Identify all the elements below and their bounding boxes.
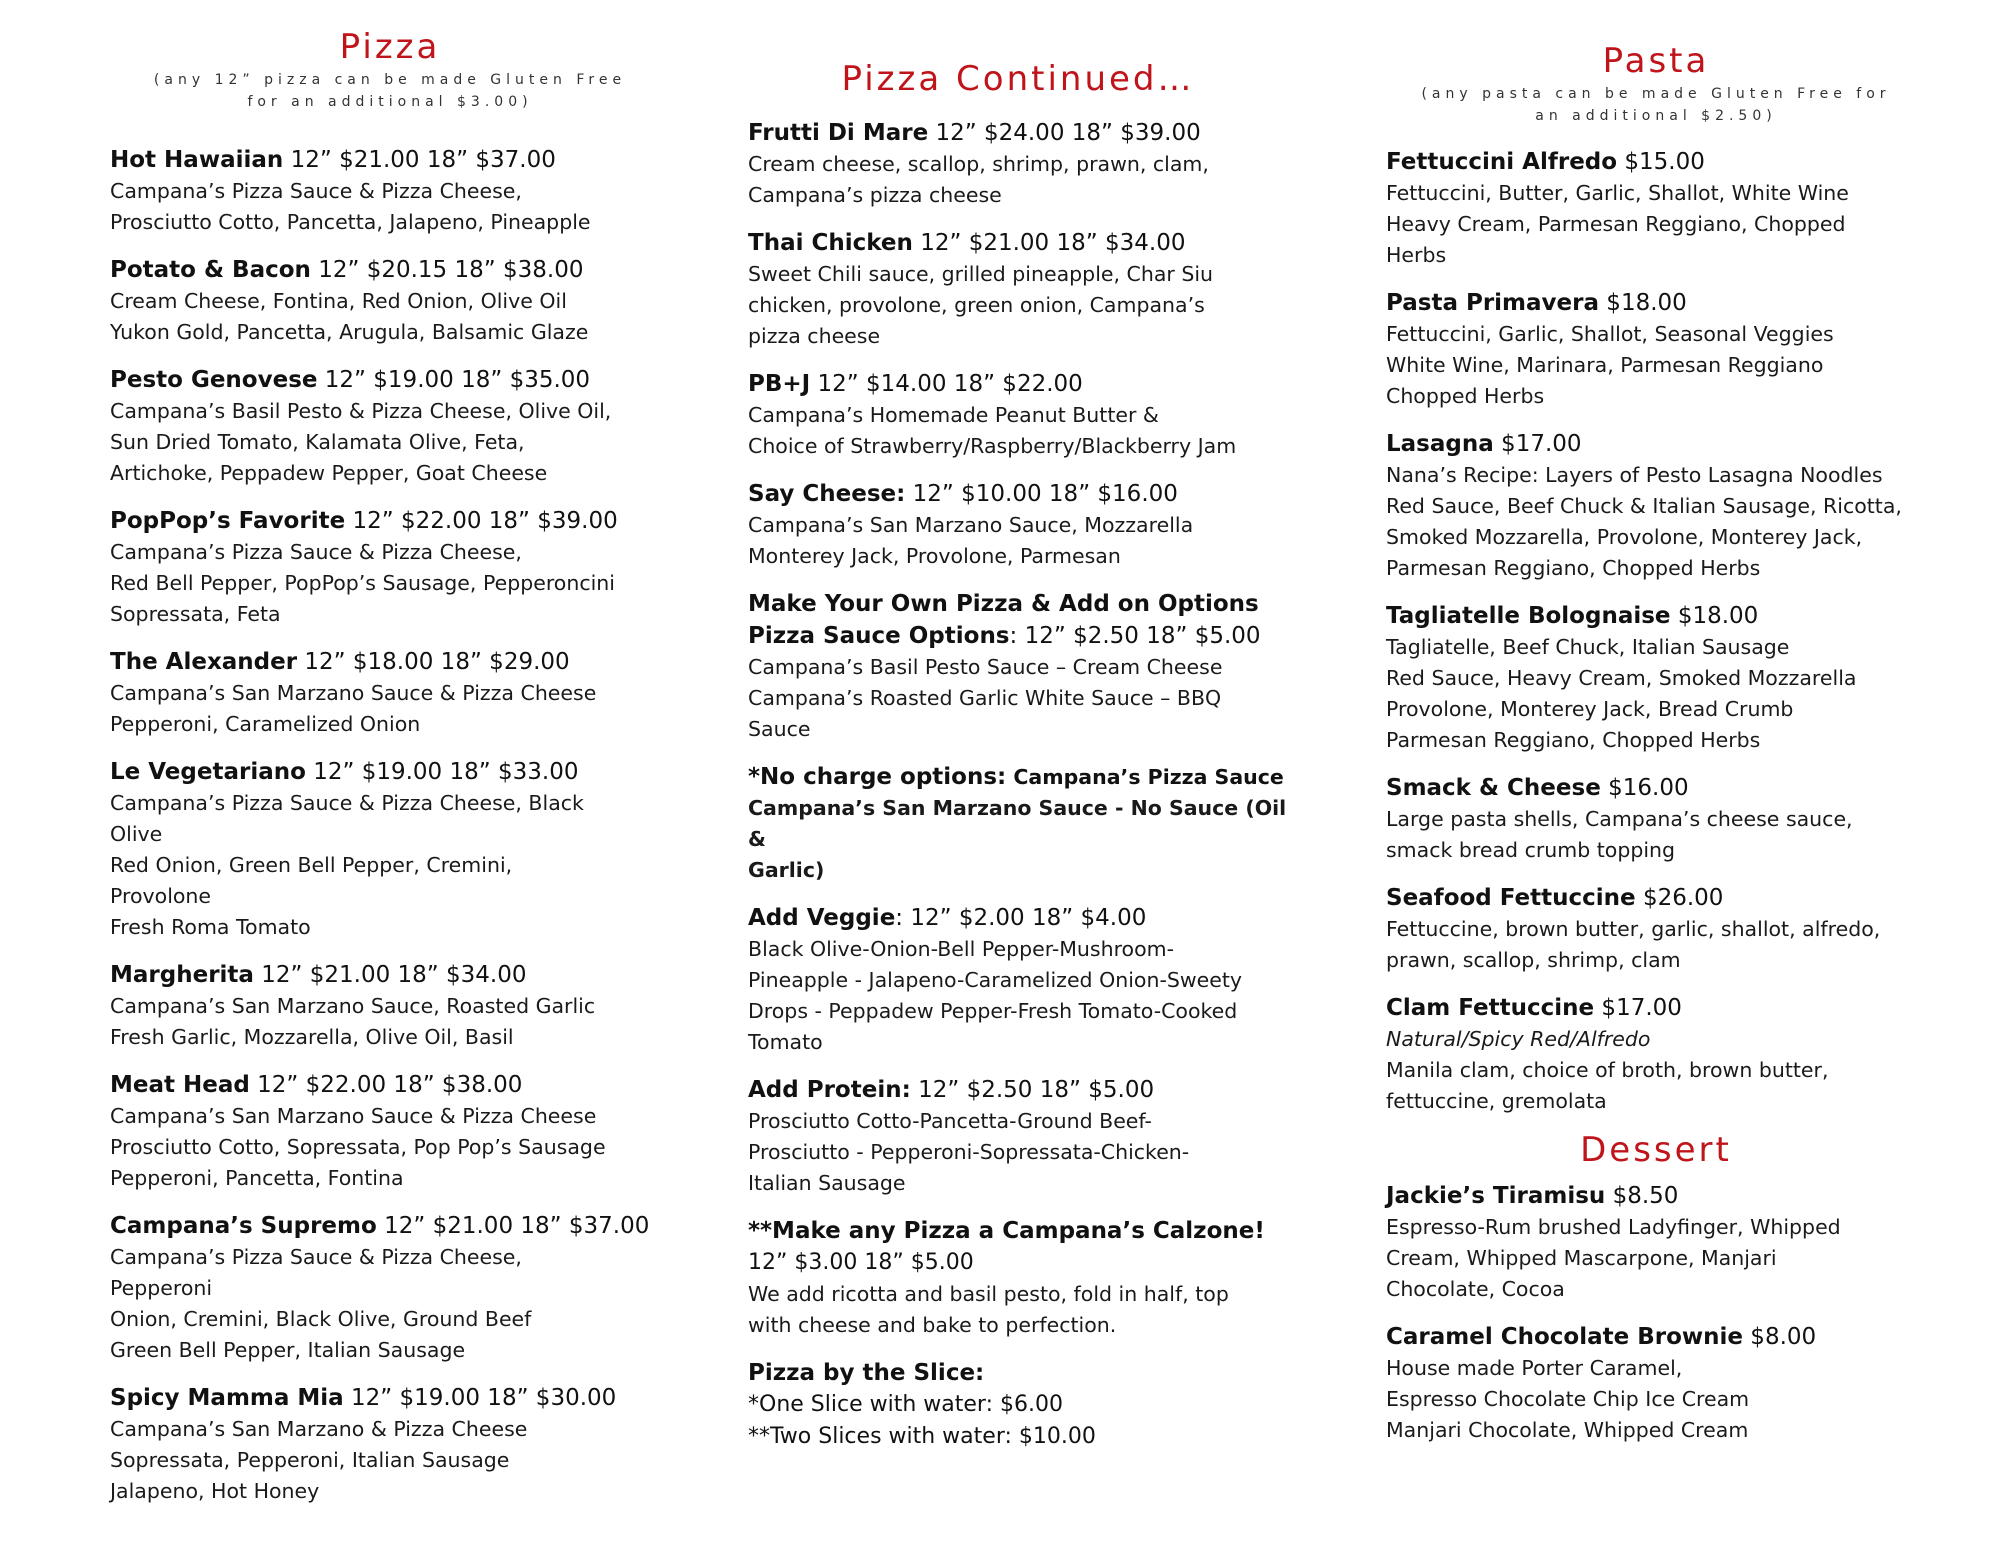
item-description-line: Red Onion, Green Bell Pepper, Cremini,	[110, 852, 513, 877]
menu-item	[748, 588, 1288, 745]
pizza-continued-column	[748, 0, 1288, 1469]
item-heading	[110, 364, 670, 396]
item-price: 12” $22.00 18” $39.00	[345, 507, 618, 534]
menu-item	[1386, 600, 1926, 756]
item-price: 12” $19.00 18” $35.00	[317, 366, 591, 393]
item-description-line: Prosciutto - Pepperoni-Sopressata-Chicken-	[748, 1140, 1190, 1165]
item-description-line: Red Sauce, Beef Chuck & Italian Sausage, Ricotta,	[1386, 493, 1902, 518]
item-heading	[110, 646, 670, 678]
menu-item	[748, 1357, 1288, 1453]
item-name: Caramel Chocolate Brownie	[1386, 1323, 1743, 1350]
item-description-line: We add ricotta and basil pesto, fold in half, top	[748, 1282, 1229, 1307]
item-description-line: Espresso Chocolate Chip Ice Cream	[1386, 1386, 1750, 1411]
item-description-line: Prosciutto Cotto-Pancetta-Ground Beef-	[748, 1109, 1152, 1134]
item-description-line: Espresso-Rum brushed Ladyfinger, Whipped	[1386, 1214, 1841, 1239]
item-name: Potato & Bacon	[110, 256, 311, 283]
item-description-line: Prosciutto Cotto, Pancetta, Jalapeno, Pineapple	[110, 209, 591, 234]
menu-item	[1386, 992, 1926, 1117]
item-description-line: Olive	[110, 821, 163, 846]
item-name: Margherita	[110, 961, 254, 988]
pasta-gluten-note: (any pasta can be made Gluten Free for an additional $2.50)	[1421, 86, 1891, 125]
item-description-line: Chocolate, Cocoa	[1386, 1276, 1565, 1301]
pizza-column	[110, 0, 670, 1523]
item-note: Campana’s Pizza Sauce	[1006, 765, 1284, 790]
item-description-line: Tagliatelle, Beef Chuck, Italian Sausage	[1386, 634, 1790, 659]
pasta-heading: Pasta	[1602, 41, 1710, 81]
item-heading	[1386, 287, 1926, 319]
item-name: Lasagna	[1386, 430, 1494, 457]
item-heading	[1386, 600, 1926, 632]
item-price: 12” $18.00 18” $29.00	[297, 648, 570, 675]
item-description-line: Jalapeno, Hot Honey	[110, 1478, 320, 1503]
item-description-line: Chopped Herbs	[1386, 383, 1545, 408]
item-description-line: Parmesan Reggiano, Chopped Herbs	[1386, 555, 1761, 580]
item-description-line: Provolone, Monterey Jack, Bread Crumb	[1386, 696, 1794, 721]
item-description-line: Large pasta shells, Campana’s cheese sauce,	[1386, 806, 1853, 831]
item-price: 12” $22.00 18” $38.00	[249, 1071, 523, 1098]
item-price: : 12” $2.00 18” $4.00	[895, 905, 1147, 932]
menu-item	[110, 254, 670, 348]
pizza-continued-heading: Pizza Continued…	[841, 59, 1195, 99]
item-heading	[748, 1074, 1288, 1106]
item-name: Le Vegetariano	[110, 758, 306, 785]
item-name: Campana’s Supremo	[110, 1212, 377, 1239]
item-price: 12” $21.00 18” $37.00	[376, 1212, 650, 1239]
item-heading	[748, 1357, 1288, 1389]
item-price-line: 12” $3.00 18” $5.00	[748, 1250, 974, 1276]
item-description-line: Tomato	[748, 1030, 823, 1055]
item-description-line: pizza cheese	[748, 324, 881, 349]
menu-item	[110, 364, 670, 489]
item-subname: Pizza Sauce Options	[748, 623, 1010, 650]
pasta-list	[1386, 146, 1926, 1117]
item-description-line: Artichoke, Peppadew Pepper, Goat Cheese	[110, 460, 548, 485]
item-description-line: Heavy Cream, Parmesan Reggiano, Chopped	[1386, 211, 1846, 236]
menu-item	[110, 505, 670, 630]
item-heading	[110, 254, 670, 286]
item-description-line: Sweet Chili sauce, grilled pineapple, Char Siu	[748, 262, 1214, 287]
item-description-line: Campana’s Pizza Sauce & Pizza Cheese,	[110, 1244, 522, 1269]
item-heading	[748, 902, 1288, 934]
item-name: Pasta Primavera	[1386, 289, 1599, 316]
item-price: 12” $21.00 18” $37.00	[283, 146, 556, 173]
item-description-line: Fettuccini, Garlic, Shallot, Seasonal Veggies	[1386, 321, 1834, 346]
item-description-line: Campana’s Homemade Peanut Butter &	[748, 403, 1159, 428]
menu-item	[748, 1074, 1288, 1199]
item-description-line: House made Porter Caramel,	[1386, 1355, 1683, 1380]
item-price: 12” $21.00 18” $34.00	[912, 230, 1186, 257]
item-price: 12” $10.00 18” $16.00	[905, 481, 1178, 508]
item-name: Make Your Own Pizza & Add on Options	[748, 591, 1259, 618]
item-description-line: Black Olive-Onion-Bell Pepper-Mushroom-	[748, 937, 1175, 962]
item-price-line: *One Slice with water: $6.00	[748, 1392, 1063, 1418]
item-description-line: Fettuccine, brown butter, garlic, shallot, alfredo,	[1386, 916, 1881, 941]
menu-item	[748, 902, 1288, 1058]
menu-item	[1386, 1321, 1926, 1446]
item-description-line: Manila clam, choice of broth, brown butter,	[1386, 1057, 1829, 1082]
item-description-line: Monterey Jack, Provolone, Parmesan	[748, 544, 1121, 569]
item-heading	[748, 588, 1288, 620]
item-price: $15.00	[1617, 148, 1705, 175]
item-heading	[1386, 772, 1926, 804]
item-description-line: prawn, scallop, shrimp, clam	[1386, 947, 1681, 972]
item-price: $18.00	[1599, 289, 1687, 316]
item-name: Jackie’s Tiramisu	[1386, 1182, 1606, 1209]
item-description-line: Red Sauce, Heavy Cream, Smoked Mozzarella	[1386, 665, 1857, 690]
item-description-line: Campana’s Pizza Sauce & Pizza Cheese, Black	[110, 790, 584, 815]
item-description-line: fettuccine, gremolata	[1386, 1088, 1607, 1113]
menu-item	[1386, 772, 1926, 866]
item-heading	[110, 144, 670, 176]
item-description-line: Fresh Roma Tomato	[110, 914, 311, 939]
item-description-line: Red Bell Pepper, PopPop’s Sausage, Pepperoncini	[110, 570, 615, 595]
item-name: *No charge options:	[748, 764, 1007, 791]
item-description-line: Pepperoni, Caramelized Onion	[110, 711, 421, 736]
item-name: Smack & Cheese	[1386, 774, 1601, 801]
menu-item	[748, 478, 1288, 572]
item-price: $16.00	[1600, 774, 1689, 801]
pizza-continued-list	[748, 117, 1288, 1453]
item-heading	[748, 117, 1288, 149]
item-price: 12” $21.00 18” $34.00	[253, 961, 527, 988]
item-price: 12” $19.00 18” $30.00	[343, 1384, 617, 1411]
menu-item	[748, 761, 1288, 886]
item-heading	[748, 1215, 1288, 1247]
item-name: Hot Hawaiian	[110, 146, 284, 173]
pasta-column	[1386, 0, 1926, 1462]
menu-item	[748, 227, 1288, 352]
item-heading	[1386, 992, 1926, 1024]
item-heading	[748, 368, 1288, 400]
item-heading	[110, 756, 670, 788]
item-note-line: Campana’s San Marzano Sauce - No Sauce (Oil &	[748, 796, 1287, 852]
item-description-line: Prosciutto Cotto, Sopressata, Pop Pop’s Sausage	[110, 1134, 606, 1159]
item-name: The Alexander	[110, 648, 298, 675]
item-description-line: Onion, Cremini, Black Olive, Ground Beef	[110, 1306, 532, 1331]
item-name: Pesto Genovese	[110, 366, 318, 393]
item-description-line: with cheese and bake to perfection.	[748, 1313, 1117, 1338]
item-name: Clam Fettuccine	[1386, 994, 1595, 1021]
item-heading	[110, 1382, 670, 1414]
item-price: 12” $24.00 18” $39.00	[928, 120, 1201, 147]
item-name: Tagliatelle Bolognaise	[1386, 602, 1671, 629]
item-price-line: **Two Slices with water: $10.00	[748, 1424, 1096, 1450]
item-description-line: White Wine, Marinara, Parmesan Reggiano	[1386, 352, 1824, 377]
item-name: Add Veggie	[748, 905, 896, 932]
item-description-line: Green Bell Pepper, Italian Sausage	[110, 1337, 466, 1362]
item-description-line: Provolone	[110, 883, 212, 908]
menu-item	[1386, 882, 1926, 976]
item-subprice: : 12” $2.50 18” $5.00	[1009, 623, 1261, 650]
item-description-line: Smoked Mozzarella, Provolone, Monterey Jack,	[1386, 524, 1863, 549]
item-subheading	[748, 620, 1288, 652]
dessert-heading: Dessert	[1580, 1129, 1732, 1170]
menu-item	[110, 1382, 670, 1507]
item-heading	[110, 959, 670, 991]
item-description-line: Pepperoni, Pancetta, Fontina	[110, 1165, 404, 1190]
item-description-line: Manjari Chocolate, Whipped Cream	[1386, 1417, 1749, 1442]
item-description-line: Nana’s Recipe: Layers of Pesto Lasagna Noodles	[1386, 462, 1883, 487]
item-name: Thai Chicken	[748, 230, 913, 257]
item-price: 12” $2.50 18” $5.00	[910, 1077, 1155, 1104]
item-price: $26.00	[1635, 884, 1724, 911]
item-description-line: Campana’s San Marzano & Pizza Cheese	[110, 1416, 528, 1441]
menu-item	[110, 1210, 670, 1366]
item-description-line: Cream cheese, scallop, shrimp, prawn, clam,	[748, 152, 1209, 177]
item-heading	[110, 505, 670, 537]
item-description-line: Campana’s San Marzano Sauce, Mozzarella	[748, 513, 1194, 538]
item-heading	[1386, 1321, 1926, 1353]
item-name: Pizza by the Slice:	[748, 1360, 985, 1387]
menu-item	[110, 756, 670, 943]
menu-item	[110, 144, 670, 238]
item-description-line: Campana’s San Marzano Sauce, Roasted Garlic	[110, 993, 596, 1018]
item-name: PB+J	[748, 371, 811, 398]
item-description-line: Campana’s San Marzano Sauce & Pizza Cheese	[110, 1103, 597, 1128]
item-name: Frutti Di Mare	[748, 120, 929, 147]
item-price: 12” $14.00 18” $22.00	[810, 371, 1083, 398]
pizza-gluten-note: (any 12” pizza can be made Gluten Free for an additional $3.00)	[153, 72, 627, 111]
menu-item	[110, 646, 670, 740]
item-price: $8.00	[1743, 1323, 1817, 1350]
item-description-line: Parmesan Reggiano, Chopped Herbs	[1386, 727, 1761, 752]
item-heading	[748, 761, 1288, 793]
item-note-line: Garlic)	[748, 858, 825, 883]
menu-item	[1386, 287, 1926, 412]
item-description-line: Drops - Peppadew Pepper-Fresh Tomato-Cooked	[748, 999, 1238, 1024]
item-heading	[748, 478, 1288, 510]
item-description-line: Campana’s Pizza Sauce & Pizza Cheese,	[110, 178, 522, 203]
menu-item	[110, 1069, 670, 1194]
menu-item	[748, 1215, 1288, 1341]
item-description-line: Campana’s Basil Pesto Sauce – Cream Cheese	[748, 655, 1223, 680]
menu-item	[748, 117, 1288, 211]
item-description-line: Cream, Whipped Mascarpone, Manjari	[1386, 1245, 1777, 1270]
item-price: $18.00	[1670, 602, 1759, 629]
item-style-options: Natural/Spicy Red/Alfredo	[1386, 1026, 1651, 1051]
item-description-line: Sauce	[748, 717, 811, 742]
item-description-line: Cream Cheese, Fontina, Red Onion, Olive Oil	[110, 288, 567, 313]
item-description-line: Pineapple - Jalapeno-Caramelized Onion-Sweety	[748, 968, 1243, 993]
menu-item	[1386, 1180, 1926, 1305]
item-name: Seafood Fettuccine	[1386, 884, 1636, 911]
item-description-line: Fettuccini, Butter, Garlic, Shallot, White Wine	[1386, 180, 1849, 205]
item-description-line: Choice of Strawberry/Raspberry/Blackberry Jam	[748, 434, 1237, 459]
item-description-line: Italian Sausage	[748, 1171, 906, 1196]
item-description-line: Campana’s Roasted Garlic White Sauce – BBQ	[748, 686, 1222, 711]
item-description-line: Sun Dried Tomato, Kalamata Olive, Feta,	[110, 429, 525, 454]
item-name: Add Protein:	[748, 1077, 911, 1104]
item-price: $8.50	[1605, 1182, 1679, 1209]
item-heading	[1386, 882, 1926, 914]
item-description-line: Yukon Gold, Pancetta, Arugula, Balsamic Glaze	[110, 319, 589, 344]
item-name: Meat Head	[110, 1071, 250, 1098]
menu-item	[748, 368, 1288, 462]
item-price: $17.00	[1594, 994, 1682, 1021]
item-description-line: Herbs	[1386, 242, 1447, 267]
pizza-list	[110, 144, 670, 1507]
item-price: 12” $19.00 18” $33.00	[305, 758, 579, 785]
item-description-line: smack bread crumb topping	[1386, 837, 1676, 862]
item-description-line: Campana’s Pizza Sauce & Pizza Cheese,	[110, 539, 522, 564]
item-heading	[748, 227, 1288, 259]
item-name: Spicy Mamma Mia	[110, 1384, 344, 1411]
dessert-list	[1386, 1180, 1926, 1446]
item-description-line: Sopressata, Feta	[110, 601, 281, 626]
item-description-line: Fresh Garlic, Mozzarella, Olive Oil, Basil	[110, 1024, 514, 1049]
item-description-line: Sopressata, Pepperoni, Italian Sausage	[110, 1447, 510, 1472]
item-description-line: Campana’s pizza cheese	[748, 183, 1002, 208]
menu-item	[110, 959, 670, 1053]
item-description-line: Campana’s Basil Pesto & Pizza Cheese, Olive Oil,	[110, 398, 612, 423]
item-heading	[1386, 146, 1926, 178]
item-price: 12” $20.15 18” $38.00	[310, 256, 584, 283]
item-name: PopPop’s Favorite	[110, 507, 346, 534]
item-name: Say Cheese:	[748, 481, 906, 508]
item-description-line: chicken, provolone, green onion, Campana’s	[748, 293, 1205, 318]
item-name: Fettuccini Alfredo	[1386, 148, 1618, 175]
item-description-line: Pepperoni	[110, 1275, 213, 1300]
item-heading	[1386, 1180, 1926, 1212]
pizza-heading: Pizza	[339, 27, 441, 67]
item-heading	[1386, 428, 1926, 460]
item-name: **Make any Pizza a Campana’s Calzone!	[748, 1218, 1265, 1245]
item-price: $17.00	[1493, 430, 1582, 457]
menu-item	[1386, 428, 1926, 584]
item-heading	[110, 1210, 670, 1242]
item-description-line: Campana’s San Marzano Sauce & Pizza Cheese	[110, 680, 597, 705]
menu-item	[1386, 146, 1926, 271]
item-heading	[110, 1069, 670, 1101]
